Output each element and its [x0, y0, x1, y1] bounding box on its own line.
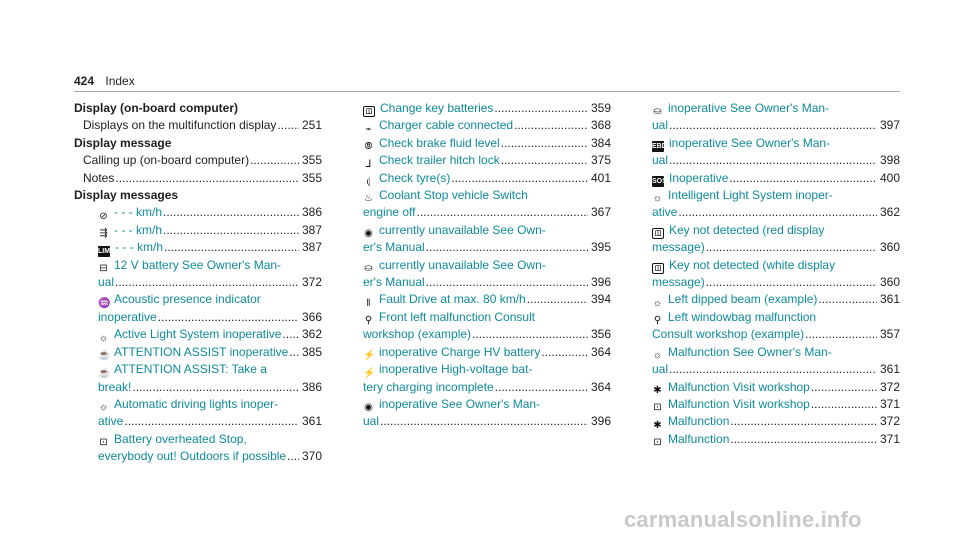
index-link[interactable]: - - - km/h: [114, 205, 162, 220]
index-link[interactable]: inoperative Charge HV battery: [379, 344, 541, 359]
index-link[interactable]: ual: [98, 275, 115, 290]
page-reference: 355: [301, 153, 322, 168]
index-column-1: [74, 100, 322, 466]
leader-dots: [451, 170, 588, 187]
index-entry: [652, 170, 900, 187]
index-link[interactable]: ative: [652, 205, 678, 220]
index-entry: [363, 344, 611, 361]
index-link[interactable]: tery charging incomplete: [363, 379, 494, 394]
index-link[interactable]: er's Manual: [363, 275, 425, 290]
index-link[interactable]: Left windowbag malfunction: [668, 309, 817, 324]
index-entry-continuation: [363, 326, 611, 343]
index-link[interactable]: engine off: [363, 205, 416, 220]
index-entry: [74, 117, 322, 134]
index-link[interactable]: ual: [363, 414, 380, 429]
index-link[interactable]: 12 V battery See Owner's Man-: [114, 257, 282, 272]
page-reference: 387: [301, 222, 322, 237]
sensor-icon: ◉: [364, 402, 373, 414]
index-heading: [74, 187, 322, 204]
index-entry: [363, 396, 611, 413]
index-entry-continuation: [652, 152, 900, 169]
leader-dots: [163, 222, 299, 239]
index-link[interactable]: currently unavailable See Own-: [379, 257, 546, 272]
leader-dots: [669, 361, 877, 378]
index-heading: [74, 135, 322, 152]
index-link[interactable]: message): [652, 275, 705, 290]
page-reference: 356: [590, 327, 611, 342]
light-icon: ☼: [98, 332, 109, 344]
leader-dots: [805, 326, 877, 343]
page-reference: 371: [879, 396, 900, 411]
leader-dots: [426, 274, 588, 291]
index-entry: [652, 187, 900, 204]
index-link[interactable]: inoperative See Owner's Man-: [668, 101, 830, 115]
index-link[interactable]: Left dipped beam (example): [668, 292, 818, 307]
page-reference: 386: [301, 379, 322, 394]
leader-dots: [164, 239, 299, 256]
page-reference: 372: [879, 414, 900, 429]
leader-dots: [158, 309, 299, 326]
index-link[interactable]: Automatic driving lights inoper-: [114, 396, 279, 411]
leader-dots: [426, 239, 588, 256]
leader-dots: [250, 152, 299, 169]
index-link[interactable]: Coolant Stop vehicle Switch: [379, 188, 528, 203]
leader-dots: [287, 448, 299, 465]
index-heading-text: Display (on-board computer): [74, 101, 239, 115]
coolant-icon: ♨: [364, 193, 373, 205]
index-link[interactable]: - - - km/h: [115, 240, 163, 255]
leader-dots: [494, 100, 588, 117]
index-entry: [363, 361, 611, 378]
index-column-3: [652, 100, 900, 448]
index-heading-text: Display message: [74, 135, 172, 150]
light-icon: ☼: [652, 297, 663, 309]
page-reference: 394: [590, 292, 611, 307]
brake-icon: ⦾: [364, 141, 373, 153]
page-header: [74, 74, 135, 88]
battery-hot-icon: ⊡: [653, 437, 662, 449]
index-entry: [363, 291, 611, 308]
leader-dots: [115, 170, 299, 187]
page-reference: 357: [879, 327, 900, 342]
leader-dots: [669, 152, 877, 169]
section-title: Index: [105, 74, 135, 88]
index-link[interactable]: er's Manual: [363, 240, 425, 255]
attention-assist-icon: ☕: [98, 367, 111, 379]
index-link[interactable]: ATTENTION ASSIST: Take a: [114, 362, 267, 377]
index-link[interactable]: - - - km/h: [114, 222, 162, 237]
airbag-icon: ⚲: [364, 315, 373, 327]
index-link[interactable]: Check trailer hitch lock: [379, 153, 500, 168]
index-entry-continuation: [363, 239, 611, 256]
seat-icon: ⛀: [653, 106, 662, 118]
index-entry: [652, 222, 900, 239]
index-entry: [363, 100, 611, 117]
leader-dots: [730, 413, 877, 430]
index-entry-continuation: [74, 448, 322, 465]
page-reference: 385: [301, 344, 322, 359]
index-link[interactable]: Consult workshop (example): [652, 327, 805, 342]
index-entry: [652, 100, 900, 117]
leader-dots: [811, 396, 877, 413]
index-entry-continuation: [363, 413, 611, 430]
index-entry-continuation: [363, 379, 611, 396]
key-battery-icon: ◫: [652, 263, 664, 274]
index-link[interactable]: inoperative: [98, 309, 157, 324]
index-link[interactable]: Key not detected (white display: [669, 257, 836, 272]
index-entry-text: Notes: [83, 170, 115, 185]
index-entry: [652, 396, 900, 413]
index-entry: [74, 204, 322, 221]
seat-icon: ⛀: [364, 263, 373, 275]
index-link[interactable]: Malfunction Visit workshop: [668, 379, 810, 394]
index-link[interactable]: Key not detected (red display: [669, 222, 825, 237]
attention-assist-icon: ☕: [98, 350, 111, 362]
page-reference: 251: [301, 118, 322, 133]
trailer-hitch-icon: ⅃: [365, 158, 372, 170]
index-link[interactable]: ual: [652, 118, 669, 133]
sensor-icon: ◉: [364, 228, 373, 240]
index-entry-continuation: [363, 204, 611, 221]
leader-dots: [514, 117, 588, 134]
index-entry-continuation: [652, 326, 900, 343]
page-reference: 397: [879, 118, 900, 133]
index-heading: [74, 100, 322, 117]
index-entry-continuation: [74, 379, 322, 396]
index-entry: [74, 152, 322, 169]
light-icon: ☼: [652, 350, 663, 362]
index-entry: [74, 361, 322, 378]
index-entry: [74, 257, 322, 274]
light-icon: ☼: [652, 193, 663, 205]
index-link[interactable]: ual: [652, 153, 669, 168]
index-entry-continuation: [652, 361, 900, 378]
index-link[interactable]: inoperative See Owner's Man-: [669, 135, 831, 150]
key-battery-icon: ◫: [652, 228, 664, 239]
leader-dots: [669, 117, 877, 134]
header-rule: [74, 91, 900, 92]
index-entry: [74, 326, 322, 343]
page-reference: 355: [301, 170, 322, 185]
light-icon: ☼: [98, 402, 109, 414]
index-link[interactable]: Battery overheated Stop,: [114, 431, 247, 446]
leader-dots: [124, 413, 299, 430]
index-link[interactable]: Malfunction Visit workshop: [668, 396, 810, 411]
leader-dots: [706, 274, 877, 291]
index-link[interactable]: Malfunction: [668, 431, 730, 446]
page-reference: 395: [590, 240, 611, 255]
leader-dots: [527, 291, 588, 308]
leader-dots: [163, 204, 299, 221]
leader-dots: [417, 204, 588, 221]
index-entry: [74, 170, 322, 187]
index-entry: [363, 222, 611, 239]
index-link[interactable]: inoperative See Owner's Man-: [379, 396, 541, 411]
page-reference: 386: [301, 205, 322, 220]
index-entry: [652, 379, 900, 396]
leader-dots: [115, 274, 299, 291]
index-entry: [74, 222, 322, 239]
index-link[interactable]: ative: [98, 414, 124, 429]
index-entry: [363, 309, 611, 326]
index-link[interactable]: Front left malfunction Consult: [379, 309, 536, 324]
index-entry-continuation: [652, 204, 900, 221]
engine-icon: ✱: [653, 419, 662, 431]
index-entry: [652, 135, 900, 152]
page-reference: 361: [879, 292, 900, 307]
index-entry: [74, 396, 322, 413]
page-reference: 360: [879, 240, 900, 255]
leader-dots: [501, 135, 588, 152]
page-reference: 371: [879, 431, 900, 446]
index-column-2: [363, 100, 611, 431]
index-entry: [652, 291, 900, 308]
page-reference: 362: [879, 205, 900, 220]
index-link[interactable]: break!: [98, 379, 132, 394]
leader-dots: [729, 170, 877, 187]
battery-icon: ⊟: [99, 263, 108, 275]
index-entry: [363, 257, 611, 274]
sos-icon: SOS: [652, 178, 667, 186]
index-link[interactable]: workshop (example): [363, 327, 472, 342]
speed-limiter-icon: ⊘: [99, 210, 108, 222]
watermark: carmanualsonline.info: [624, 507, 862, 532]
key-battery-icon: ◫: [363, 106, 375, 117]
battery-hot-icon: ⊡: [653, 402, 662, 414]
index-link[interactable]: Malfunction See Owner's Man-: [668, 344, 832, 359]
leader-dots: [541, 344, 588, 361]
page-reference: 362: [301, 327, 322, 342]
page-reference: 372: [301, 275, 322, 290]
page-reference: 361: [879, 362, 900, 377]
leader-dots: [282, 326, 299, 343]
index-entry: [652, 344, 900, 361]
battery-hot-icon: ⊡: [99, 437, 108, 449]
index-entry: [652, 309, 900, 326]
index-entry: [652, 257, 900, 274]
index-entry: [363, 187, 611, 204]
page-reference: 398: [879, 153, 900, 168]
page-reference: 372: [879, 379, 900, 394]
index-entry-continuation: [652, 274, 900, 291]
page-reference: 384: [590, 135, 611, 150]
fault-icon: ‖: [366, 297, 371, 309]
index-link[interactable]: everybody out! Outdoors if possible: [98, 449, 287, 464]
index-entry: [74, 291, 322, 308]
page-reference: 370: [301, 449, 322, 464]
leader-dots: [289, 344, 299, 361]
leader-dots: [472, 326, 588, 343]
index-entry: [74, 431, 322, 448]
leader-dots: [678, 204, 877, 221]
index-link[interactable]: Check tyre(s): [379, 170, 451, 185]
index-link[interactable]: ATTENTION ASSIST inoperative: [114, 344, 289, 359]
leader-dots: [818, 291, 877, 308]
index-entry: [363, 135, 611, 152]
index-entry: [74, 344, 322, 361]
index-entry: [652, 413, 900, 430]
index-link[interactable]: Inoperative: [669, 170, 729, 185]
index-link[interactable]: Fault Drive at max. 80 km/h: [379, 292, 526, 307]
charger-cable-icon: ⌁: [365, 123, 372, 135]
page-reference: 366: [301, 309, 322, 324]
leader-dots: [277, 117, 299, 134]
airbag-icon: ⚲: [653, 315, 662, 327]
index-entry-continuation: [74, 274, 322, 291]
hv-battery-icon: ⚡: [363, 350, 376, 362]
ebd-icon: EBD: [652, 143, 667, 151]
index-link[interactable]: currently unavailable See Own-: [379, 222, 546, 237]
page-reference: 396: [590, 414, 611, 429]
distance-pilot-icon: ⇶: [99, 228, 108, 240]
page-reference: 375: [590, 153, 611, 168]
page-reference: 367: [590, 205, 611, 220]
index-entry-text: Calling up (on-board computer): [83, 153, 250, 168]
index-entry-continuation: [652, 117, 900, 134]
leader-dots: [132, 379, 299, 396]
tyre-icon: ⦇: [366, 176, 371, 188]
index-entry-continuation: [363, 274, 611, 291]
page-number: 424: [74, 74, 95, 88]
index-link[interactable]: Change key batteries: [380, 101, 494, 115]
index-link[interactable]: inoperative High-voltage bat-: [379, 362, 533, 377]
index-heading-text: Display messages: [74, 188, 179, 203]
index-link[interactable]: Malfunction: [668, 414, 730, 429]
leader-dots: [706, 239, 877, 256]
index-entry-text: Displays on the multifunction display: [83, 118, 277, 133]
index-entry: [363, 152, 611, 169]
index-link[interactable]: Acoustic presence indicator: [114, 292, 261, 307]
hv-battery-icon: ⚡: [363, 367, 376, 379]
leader-dots: [501, 152, 588, 169]
index-entry: [363, 117, 611, 134]
page-reference: 360: [879, 275, 900, 290]
page-reference: 364: [590, 379, 611, 394]
engine-icon: ✱: [653, 384, 662, 396]
page-reference: 361: [301, 414, 322, 429]
acoustic-off-icon: ♒: [98, 297, 111, 309]
index-entry: [74, 239, 322, 256]
index-link[interactable]: Intelligent Light System inoper-: [668, 188, 833, 203]
index-entry-continuation: [652, 239, 900, 256]
page-reference: 400: [879, 170, 900, 185]
index-link[interactable]: Charger cable connected: [379, 118, 514, 133]
leader-dots: [495, 379, 588, 396]
index-link[interactable]: Active Light System inoperative: [114, 327, 282, 342]
page-reference: 396: [590, 275, 611, 290]
page-reference: 364: [590, 344, 611, 359]
index-link[interactable]: Check brake fluid level: [379, 135, 500, 150]
page-reference: 387: [301, 240, 322, 255]
page-reference: 368: [590, 118, 611, 133]
leader-dots: [811, 379, 877, 396]
leader-dots: [730, 431, 877, 448]
lim-icon: LIM: [98, 247, 111, 255]
index-entry: [363, 170, 611, 187]
leader-dots: [380, 413, 588, 430]
page-reference: 359: [590, 101, 611, 115]
index-entry-continuation: [74, 309, 322, 326]
page-reference: 401: [590, 170, 611, 185]
index-entry-continuation: [74, 413, 322, 430]
index-link[interactable]: message): [652, 240, 705, 255]
index-link[interactable]: ual: [652, 362, 669, 377]
index-entry: [652, 431, 900, 448]
